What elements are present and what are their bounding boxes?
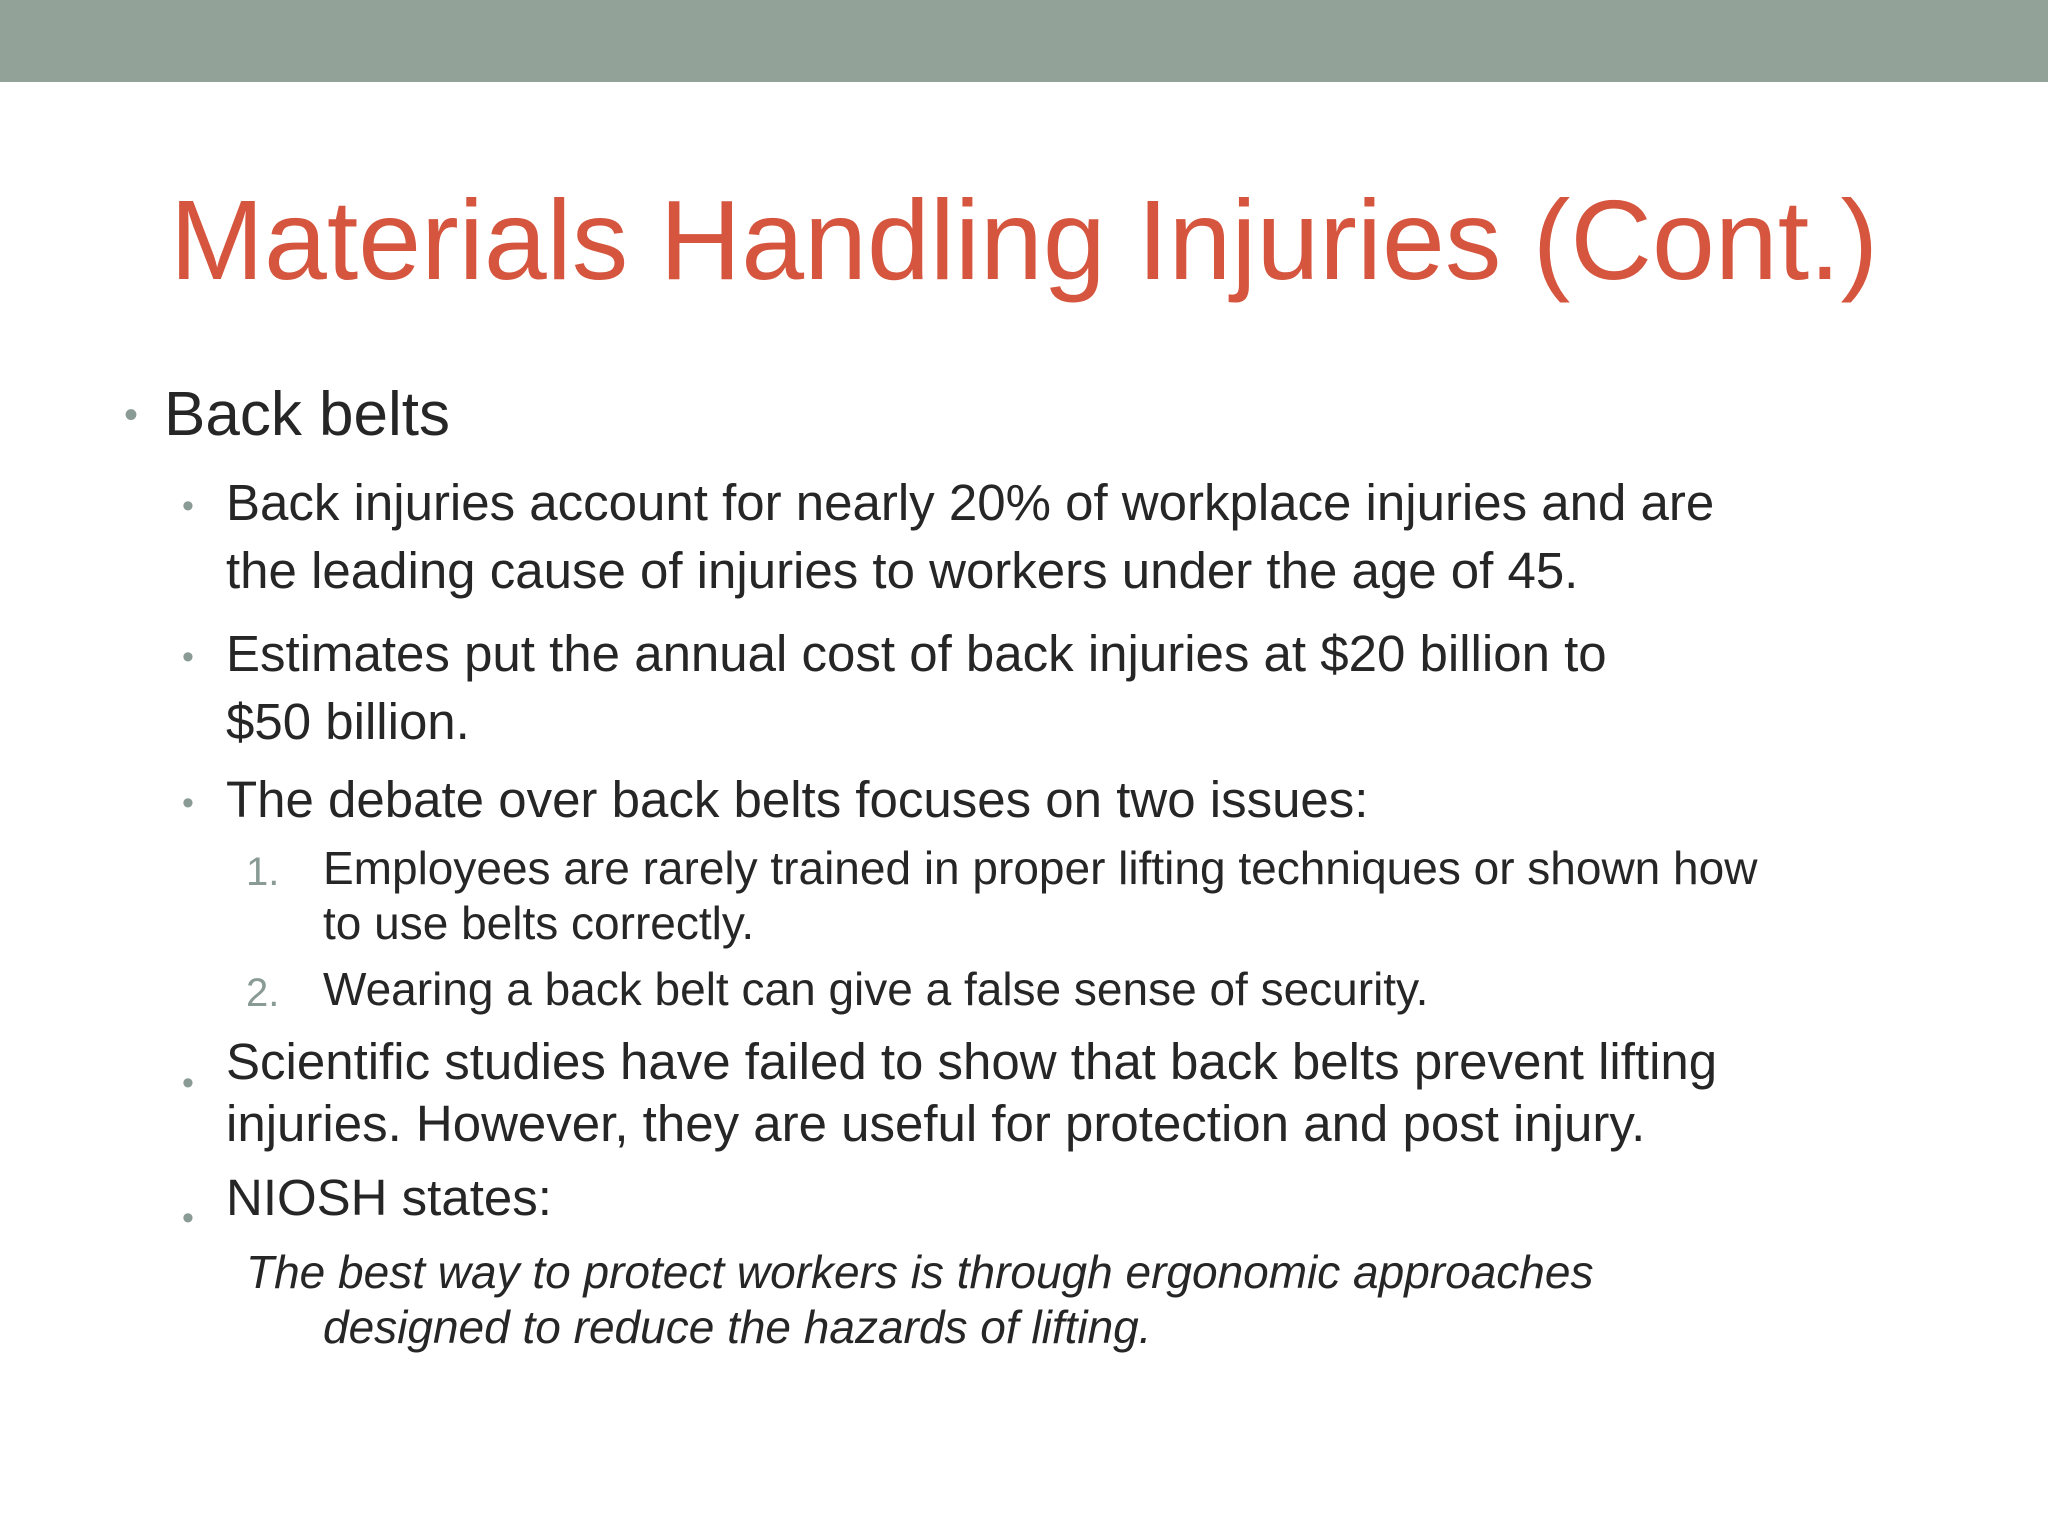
bullet-icon: •: [182, 1064, 194, 1102]
bullet-icon: •: [124, 393, 139, 437]
point-line: the leading cause of injuries to workers under the age of 45.: [226, 542, 1579, 599]
niosh-quote-line: designed to reduce the hazards of lifting.: [323, 1301, 1152, 1353]
point-line: $50 billion.: [226, 693, 470, 750]
issue-line: to use belts correctly.: [323, 897, 755, 949]
issue-line: Wearing a back belt can give a false sense of security.: [323, 963, 1429, 1015]
point-line: The debate over back belts focuses on two issues:: [226, 771, 1369, 828]
list-number: 2.: [246, 971, 280, 1015]
top-accent-bar: [0, 0, 2048, 82]
level1-item: Back belts: [164, 380, 451, 449]
niosh-quote-line: The best way to protect workers is through ergonomic approaches: [246, 1246, 1594, 1298]
bullet-icon: •: [182, 784, 194, 822]
bullet-icon: •: [182, 1199, 194, 1237]
point-line: injuries. However, they are useful for protection and post injury.: [226, 1095, 1646, 1152]
point-line: Back injuries account for nearly 20% of workplace injuries and are: [226, 474, 1715, 531]
bullet-icon: •: [182, 638, 194, 676]
list-number: 1.: [246, 850, 280, 894]
issue-line: Employees are rarely trained in proper lifting techniques or shown how: [323, 842, 1758, 894]
slide-title: Materials Handling Injuries (Cont.): [169, 177, 1879, 303]
point-line: Scientific studies have failed to show that back belts prevent lifting: [226, 1033, 1718, 1090]
point-line: NIOSH states:: [226, 1169, 552, 1226]
bullet-icon: •: [182, 487, 194, 525]
point-line: Estimates put the annual cost of back injuries at $20 billion to: [226, 625, 1607, 682]
